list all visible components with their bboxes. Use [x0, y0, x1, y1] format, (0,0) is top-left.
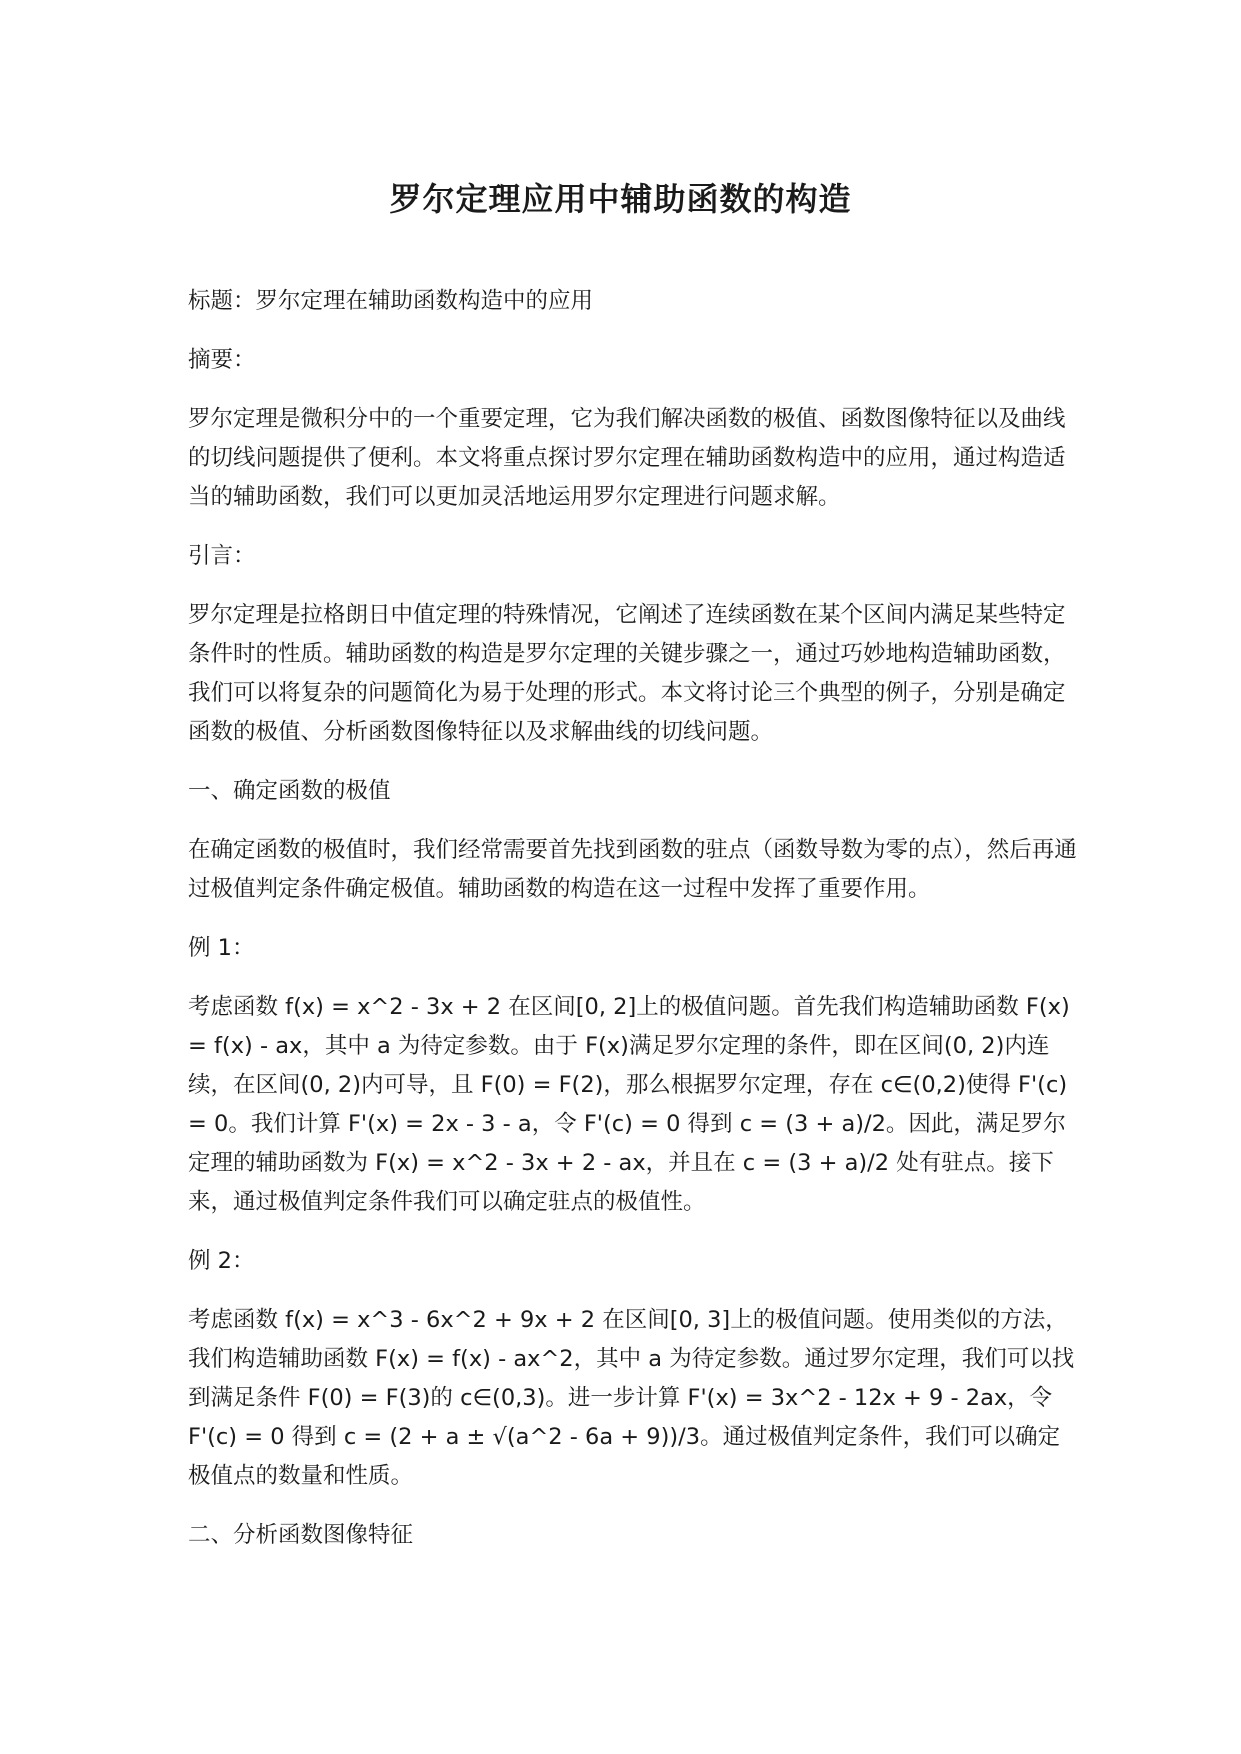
- subtitle-line: 标题：罗尔定理在辅助函数构造中的应用: [188, 288, 594, 314]
- example-2-paragraph: 考虑函数 f(x) = x^3 - 6x^2 + 9x + 2 在区间[0, 3]上的极值问题。使用类似的方法，我们构造辅助函数 F(x) = f(x) - ax^2，其中 a 为待定参数。通过罗尔定理，我们可以找到满足条件 F(0) = F(3)的 c∈(0,3)。进一步计算 F'(x) = 3x^2 - 12x + 9 - 2ax，令 F'(c) = 0 得到 c = (2 + a ± √(a^2 - 6a + 9))/3。通过极值判定条件，我们可以确定极值点的数量和性质。: [188, 1307, 1075, 1489]
- introduction-heading: 引言：: [188, 543, 256, 569]
- example-1-paragraph: 考虑函数 f(x) = x^2 - 3x + 2 在区间[0, 2]上的极值问题。首先我们构造辅助函数 F(x) = f(x) - ax，其中 a 为待定参数。由于 F(x)满足罗尔定理的条件，即在区间(0, 2)内连续，在区间(0, 2)内可导，且 F(0) = F(2)，那么根据罗尔定理，存在 c∈(0,2)使得 F'(c) = 0。我们计算 F'(x) = 2x - 3 - a，令 F'(c) = 0 得到 c = (3 + a)/2。因此，满足罗尔定理的辅助函数为 F(x) = x^2 - 3x + 2 - ax，并且在 c = (3 + a)/2 处有驻点。接下来，通过极值判定条件我们可以确定驻点的极值性。: [188, 994, 1070, 1215]
- section-2-heading: 二、分析函数图像特征: [188, 1522, 414, 1548]
- section-1-paragraph: 在确定函数的极值时，我们经常需要首先找到函数的驻点（函数导数为零的点），然后再通过极值判定条件确定极值。辅助函数的构造在这一过程中发挥了重要作用。: [188, 837, 1077, 902]
- example-2-heading: 例 2：: [188, 1248, 255, 1274]
- example-1-heading: 例 1：: [188, 935, 255, 961]
- section-1-heading: 一、确定函数的极值: [188, 778, 391, 804]
- abstract-heading: 摘要：: [188, 347, 256, 373]
- document-body: [188, 282, 1078, 1575]
- document-title: 罗尔定理应用中辅助函数的构造: [389, 180, 852, 218]
- abstract-paragraph: 罗尔定理是微积分中的一个重要定理，它为我们解决函数的极值、函数图像特征以及曲线的切线问题提供了便利。本文将重点探讨罗尔定理在辅助函数构造中的应用，通过构造适当的辅助函数，我们可以更加灵活地运用罗尔定理进行问题求解。: [188, 406, 1066, 510]
- introduction-paragraph: 罗尔定理是拉格朗日中值定理的特殊情况，它阐述了连续函数在某个区间内满足某些特定条件时的性质。辅助函数的构造是罗尔定理的关键步骤之一，通过巧妙地构造辅助函数，我们可以将复杂的问题简化为易于处理的形式。本文将讨论三个典型的例子，分别是确定函数的极值、分析函数图像特征以及求解曲线的切线问题。: [188, 602, 1066, 745]
